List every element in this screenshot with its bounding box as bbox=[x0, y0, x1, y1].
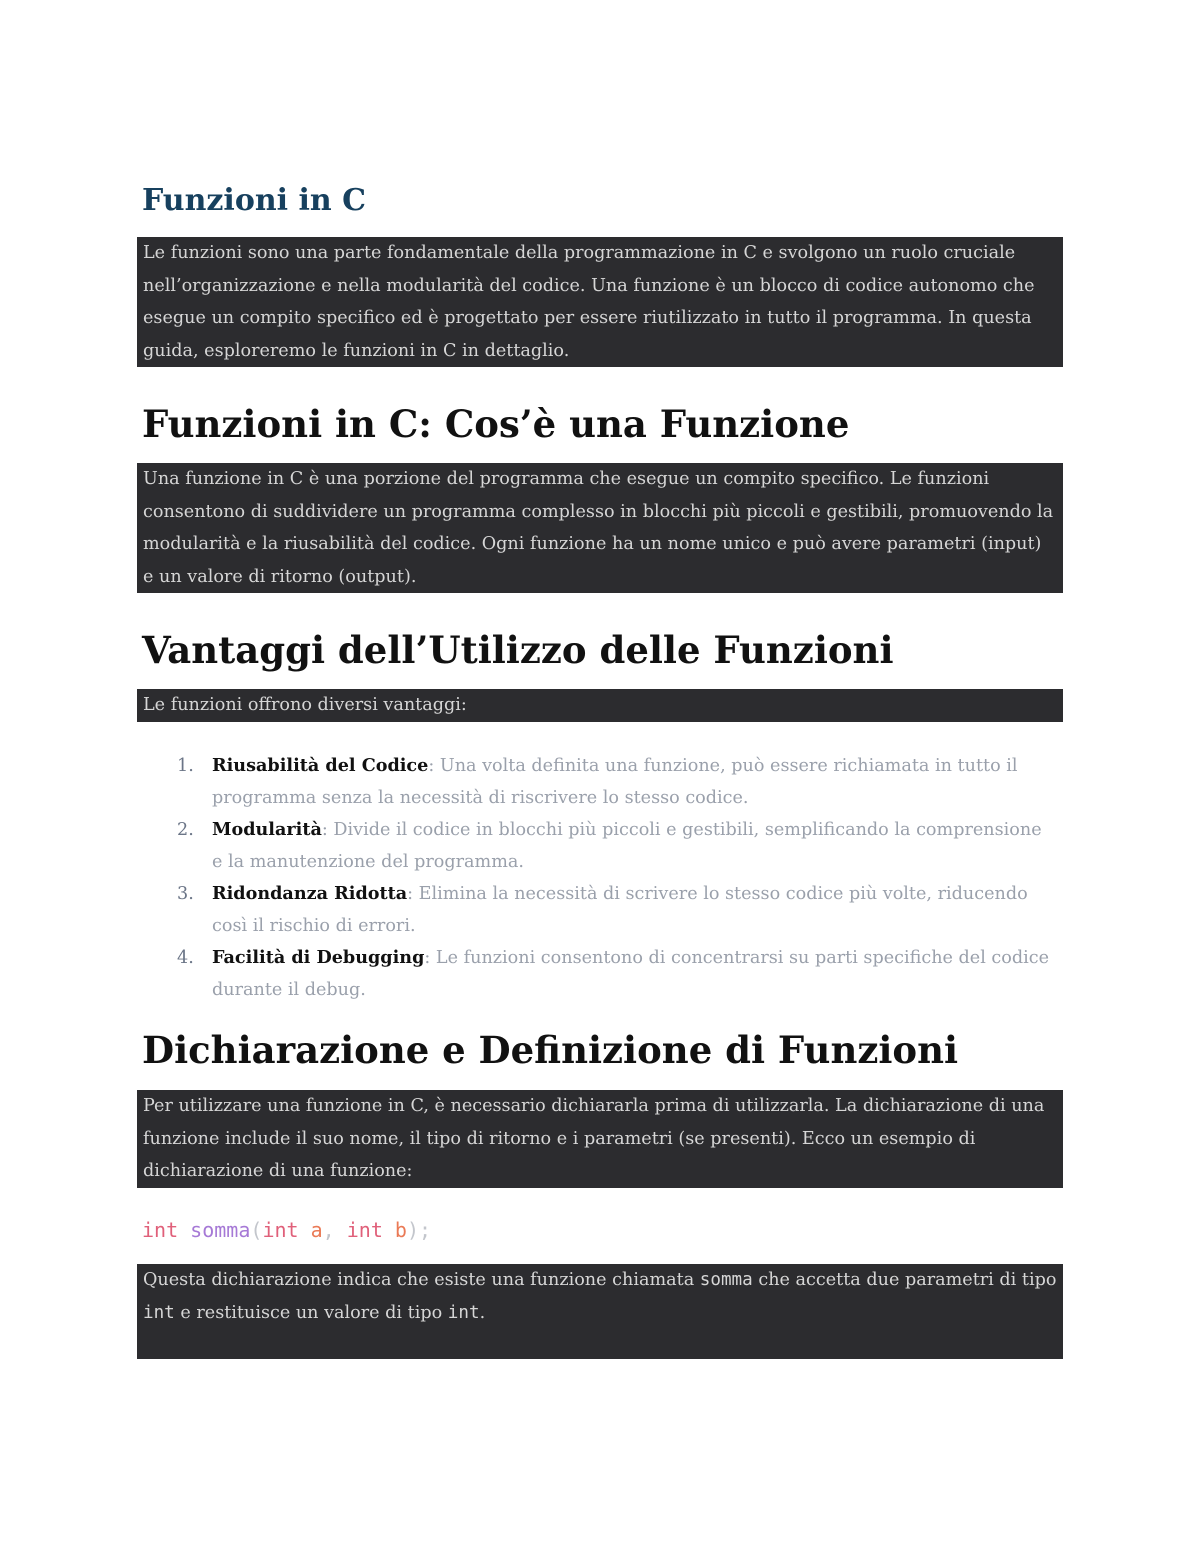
list-item bbox=[177, 942, 1057, 1006]
list-item bbox=[177, 750, 1057, 814]
section3-block: Per utilizzare una funzione in C, è necessario dichiararla prima di utilizzarla. La dichiarazione di una funzione include il suo nome, il tipo di ritorno e i parametri (se presenti). Ecco un esempio di dichiarazione di una funzione: bbox=[137, 1090, 1063, 1188]
code-param: b bbox=[394, 1218, 407, 1242]
code-keyword: int bbox=[346, 1218, 383, 1242]
list-term: Facilità di Debugging bbox=[212, 947, 425, 968]
advantages-list bbox=[177, 750, 1057, 1006]
code-paren-open: ( bbox=[250, 1218, 263, 1242]
section-heading-cos-e-funzione: Funzioni in C: Cos’è una Funzione bbox=[142, 402, 850, 446]
code-keyword: int bbox=[262, 1218, 299, 1242]
list-desc: : Una volta definita una funzione, può essere richiamata in tutto il programma senza la necessità di riscrivere lo stesso codice. bbox=[212, 756, 1018, 808]
inline-code: int bbox=[447, 1302, 480, 1323]
list-number: 3. bbox=[177, 884, 194, 904]
inline-code: int bbox=[143, 1302, 175, 1323]
list-desc: : Le funzioni consentono di concentrarsi su parti specifiche del codice durante il debug. bbox=[212, 948, 1050, 1000]
code-space bbox=[299, 1218, 311, 1242]
section1-block: Una funzione in C è una porzione del programma che esegue un compito specifico. Le funzioni consentono di suddividere un programma complesso in blocchi più piccoli e gestibili, promuovendo la modularità e la riusabilità del codice. Ogni funzione ha un nome unico e può avere parametri (input) e un valore di ritorno (output). bbox=[137, 463, 1063, 593]
list-item bbox=[177, 878, 1057, 942]
code-space bbox=[178, 1218, 190, 1242]
explanation-text: e restituisce un valore di tipo bbox=[174, 1302, 448, 1323]
inline-code: somma bbox=[699, 1270, 753, 1290]
list-desc: : Elimina la necessità di scrivere lo stesso codice più volte, riducendo così il rischio di errori. bbox=[212, 884, 1028, 936]
list-number: 2. bbox=[177, 820, 194, 840]
list-number: 4. bbox=[177, 948, 194, 968]
code-param: a bbox=[310, 1218, 323, 1242]
list-term: Ridondanza Ridotta bbox=[212, 883, 408, 904]
code-function-name: somma bbox=[190, 1218, 251, 1242]
explanation-block bbox=[137, 1264, 1063, 1359]
code-paren-close: ); bbox=[406, 1218, 432, 1242]
list-item bbox=[177, 814, 1057, 878]
explanation-text: che accetta due parametri di tipo bbox=[752, 1270, 1057, 1290]
list-desc: : Divide il codice in blocchi più piccoli e gestibili, semplificando la comprensione e la manutenzione del programma. bbox=[212, 820, 1042, 872]
section-heading-dichiarazione: Dichiarazione e Definizione di Funzioni bbox=[142, 1028, 959, 1072]
list-term: Modularità bbox=[212, 819, 322, 840]
page-title: Funzioni in C bbox=[142, 183, 367, 218]
code-keyword: int bbox=[142, 1218, 179, 1242]
list-term: Riusabilità del Codice bbox=[212, 755, 429, 776]
code-space bbox=[383, 1218, 395, 1242]
section-heading-vantaggi: Vantaggi dell’Utilizzo delle Funzioni bbox=[142, 628, 894, 672]
explanation-text: . bbox=[479, 1302, 486, 1323]
section2-intro-block: Le funzioni offrono diversi vantaggi: bbox=[137, 689, 1063, 722]
code-snippet bbox=[142, 1213, 431, 1247]
list-number: 1. bbox=[177, 756, 194, 776]
explanation-text: Questa dichiarazione indica che esiste una funzione chiamata bbox=[143, 1270, 700, 1290]
intro-block: Le funzioni sono una parte fondamentale della programmazione in C e svolgono un ruolo cruciale nell’organizzazione e nella modularità del codice. Una funzione è un blocco di codice autonomo che esegue un compito specifico ed è progettato per essere riutilizzato in tutto il programma. In questa guida, esploreremo le funzioni in C in dettaglio. bbox=[137, 237, 1063, 367]
code-comma: , bbox=[322, 1218, 347, 1242]
